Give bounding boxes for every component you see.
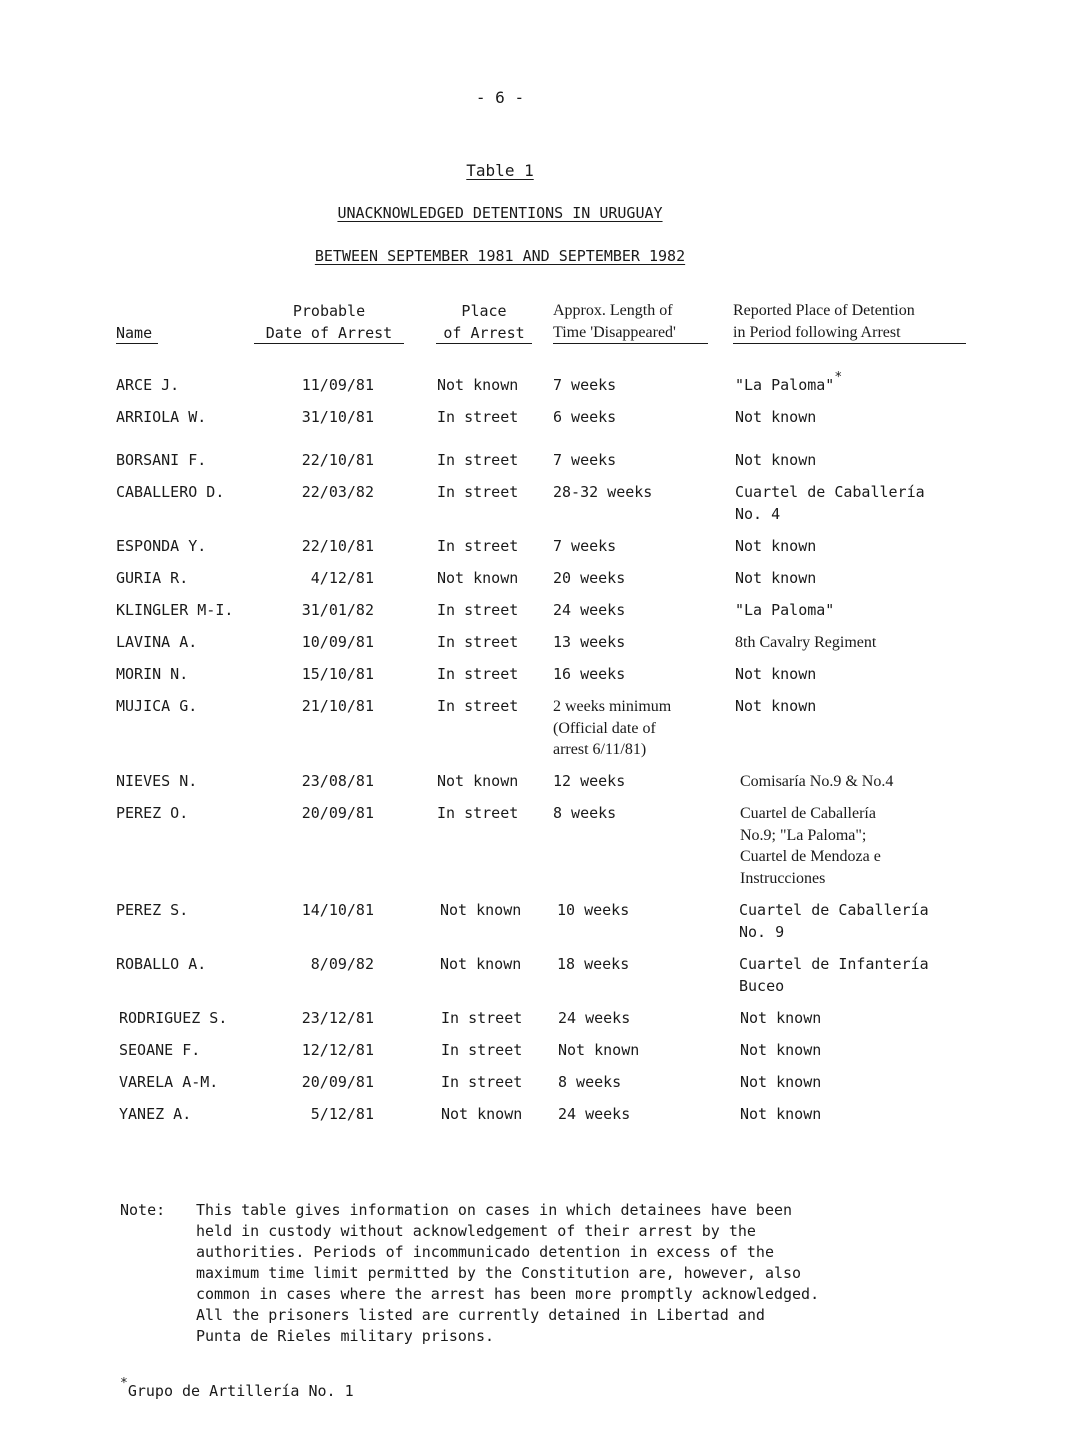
note-line: Punta de Rieles military prisons.	[196, 1327, 495, 1345]
note-line: authorities. Periods of incommunicado detention in excess of the	[196, 1243, 774, 1261]
cell-date: 4/12/81	[310, 569, 374, 587]
cell-detention: "La Paloma"	[735, 601, 835, 619]
cell-place: In street	[437, 697, 519, 715]
cell-name: MORIN N.	[116, 665, 189, 683]
footnote-mark: *	[120, 1376, 128, 1391]
note-label: Note:	[120, 1201, 166, 1219]
cell-detention: Comisaría No.9 & No.4	[740, 773, 894, 790]
cell-name: RODRIGUEZ S.	[119, 1009, 228, 1027]
cell-date: 15/10/81	[301, 665, 374, 683]
cell-date: 22/10/81	[301, 537, 374, 555]
header-detention-line1: Reported Place of Detention	[733, 302, 915, 319]
cell-date: 11/09/81	[301, 376, 374, 394]
cell-time: 24 weeks	[558, 1009, 631, 1027]
cell-detention: Not known	[735, 537, 817, 555]
header-date-underline	[254, 343, 404, 344]
cell-name: ROBALLO A.	[116, 955, 207, 973]
cell-name: CABALLERO D.	[116, 483, 225, 501]
cell-time: 24 weeks	[553, 601, 626, 619]
header-time-underline	[553, 343, 708, 344]
header-detention-line2: in Period following Arrest	[733, 324, 901, 341]
cell-time: 8 weeks	[553, 804, 617, 822]
cell-detention: Not known	[735, 697, 817, 715]
header-time-line1: Approx. Length of	[553, 302, 673, 319]
cell-name: MUJICA G.	[116, 697, 198, 715]
cell-place: Not known	[441, 1105, 523, 1123]
cell-detention: Not known	[740, 1105, 822, 1123]
cell-detention: Cuartel de Caballería No.9; "La Paloma"; Cuartel de Mendoza e Instrucciones	[740, 805, 881, 887]
cell-place: In street	[441, 1009, 523, 1027]
note-line: This table gives information on cases in which detainees have been	[196, 1201, 793, 1219]
cell-time: 13 weeks	[553, 633, 626, 651]
cell-date: 21/10/81	[301, 697, 374, 715]
cell-detention: Cuartel de Infantería Buceo	[739, 955, 929, 995]
cell-detention: 8th Cavalry Regiment	[735, 634, 877, 651]
table-title-line1: UNACKNOWLEDGED DETENTIONS IN URUGUAY	[337, 204, 663, 222]
note-line: common in cases where the arrest has been more promptly acknowledged.	[196, 1285, 820, 1303]
footnote-text: Grupo de Artillería No. 1	[127, 1382, 354, 1400]
cell-place: In street	[437, 537, 519, 555]
cell-name: KLINGLER M-I.	[116, 601, 234, 619]
cell-date: 20/09/81	[301, 804, 374, 822]
cell-name: NIEVES N.	[116, 772, 198, 790]
cell-time: 7 weeks	[553, 537, 617, 555]
cell-date: 22/03/82	[301, 483, 374, 501]
cell-name: ARCE J.	[116, 376, 180, 394]
cell-date: 8/09/82	[310, 955, 374, 973]
cell-place: In street	[441, 1041, 523, 1059]
cell-detention: Not known	[735, 569, 817, 587]
note-line: All the prisoners listed are currently detained in Libertad and	[196, 1306, 765, 1324]
header-place-underline	[436, 343, 532, 344]
header-name: Name	[116, 324, 153, 342]
cell-place: Not known	[437, 569, 519, 587]
header-detention-underline	[733, 343, 966, 344]
cell-place: Not known	[437, 772, 519, 790]
cell-detention: Not known	[740, 1009, 822, 1027]
cell-time: 7 weeks	[553, 376, 617, 394]
cell-time: 6 weeks	[553, 408, 617, 426]
cell-name: PEREZ S.	[116, 901, 189, 919]
cell-date: 12/12/81	[301, 1041, 374, 1059]
cell-name: SEOANE F.	[119, 1041, 201, 1059]
cell-place: Not known	[437, 376, 519, 394]
cell-time: 10 weeks	[557, 901, 630, 919]
cell-detention: Not known	[740, 1073, 822, 1091]
cell-name: GURIA R.	[116, 569, 189, 587]
cell-name: ARRIOLA W.	[116, 408, 207, 426]
cell-detention: Not known	[735, 408, 817, 426]
cell-time: 28-32 weeks	[553, 483, 653, 501]
cell-place: In street	[437, 451, 519, 469]
cell-place: Not known	[440, 901, 522, 919]
cell-place: In street	[437, 408, 519, 426]
header-place-line2: of Arrest	[443, 324, 525, 342]
cell-date: 20/09/81	[301, 1073, 374, 1091]
table-title-line2: BETWEEN SEPTEMBER 1981 AND SEPTEMBER 1982	[314, 247, 686, 265]
cell-time: 16 weeks	[553, 665, 626, 683]
cell-place: In street	[437, 804, 519, 822]
cell-date: 31/01/82	[301, 601, 374, 619]
cell-name: PEREZ O.	[116, 804, 189, 822]
cell-detention: Not known	[740, 1041, 822, 1059]
cell-time: 12 weeks	[553, 772, 626, 790]
cell-time: 2 weeks minimum (Official date of arrest 6/11/81)	[553, 698, 672, 758]
cell-place: In street	[437, 483, 519, 501]
footnote-marker: *	[834, 370, 843, 385]
header-date-line2: Date of Arrest	[265, 324, 393, 342]
cell-name: ESPONDA Y.	[116, 537, 207, 555]
cell-place: In street	[441, 1073, 523, 1091]
cell-name: VARELA A-M.	[119, 1073, 219, 1091]
cell-time: 20 weeks	[553, 569, 626, 587]
note-line: maximum time limit permitted by the Constitution are, however, also	[196, 1264, 802, 1282]
cell-detention: Cuartel de Caballería No. 4	[735, 483, 925, 523]
header-date-line1: Probable	[292, 302, 366, 320]
cell-name: BORSANI F.	[116, 451, 207, 469]
header-place-line1: Place	[461, 302, 507, 320]
header-name-underline	[116, 343, 158, 344]
cell-date: 10/09/81	[301, 633, 374, 651]
cell-date: 22/10/81	[301, 451, 374, 469]
cell-date: 23/12/81	[301, 1009, 374, 1027]
cell-name: YANEZ A.	[119, 1105, 192, 1123]
cell-detention: Not known	[735, 451, 817, 469]
cell-place: In street	[437, 633, 519, 651]
cell-date: 14/10/81	[301, 901, 374, 919]
cell-place: In street	[437, 601, 519, 619]
cell-place: Not known	[440, 955, 522, 973]
cell-place: In street	[437, 665, 519, 683]
cell-name: LAVINA A.	[116, 633, 198, 651]
page-number: - 6 -	[475, 88, 525, 107]
note-text	[196, 1200, 819, 1347]
footnote	[120, 1376, 354, 1400]
cell-detention: Cuartel de Caballería No. 9	[739, 901, 929, 941]
header-time-line2: Time 'Disappeared'	[553, 324, 676, 341]
cell-date: 5/12/81	[310, 1105, 374, 1123]
cell-detention: Not known	[735, 665, 817, 683]
cell-detention-text: "La Paloma"	[735, 376, 835, 394]
cell-time: Not known	[558, 1041, 640, 1059]
cell-time: 24 weeks	[558, 1105, 631, 1123]
note-line: held in custody without acknowledgement of their arrest by the	[196, 1222, 756, 1240]
cell-time: 7 weeks	[553, 451, 617, 469]
cell-date: 31/10/81	[301, 408, 374, 426]
cell-time: 8 weeks	[558, 1073, 622, 1091]
cell-detention	[735, 370, 843, 398]
cell-time: 18 weeks	[557, 955, 630, 973]
cell-date: 23/08/81	[301, 772, 374, 790]
table-label: Table 1	[466, 161, 534, 180]
